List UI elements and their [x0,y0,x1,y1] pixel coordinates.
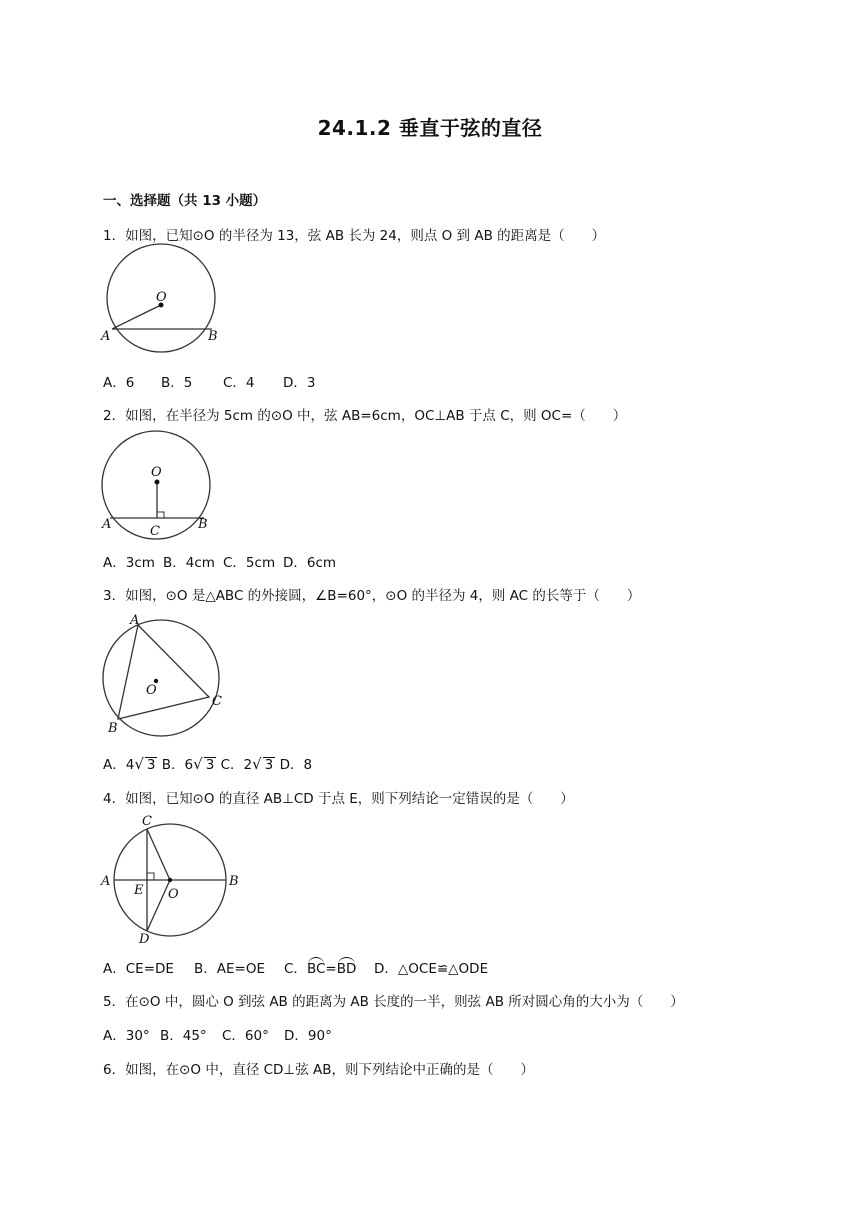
q1-label-b: B [208,329,218,344]
question-4-figure [100,810,245,950]
q4-center-point [168,878,172,882]
question-3-options [103,753,312,773]
question-6-stem: 6．如图，在⊙O 中，直径 CD⊥弦 AB，则下列结论中正确的是（ ） [103,1062,534,1078]
question-4-options [103,957,488,977]
q2-label-a: A [102,517,112,532]
q4-label-d: D [139,932,150,947]
q4-option-c[interactable]: C．BC=BD [284,957,374,977]
question-3-stem: 3．如图，⊙O 是△ABC 的外接圆，∠B=60°，⊙O 的半径为 4，则 AC 的长等于（ ） [103,588,641,604]
question-1-options [103,371,315,391]
q3-triangle-abc [118,625,209,719]
question-2-stem: 2．如图，在半径为 5cm 的⊙O 中，弦 AB=6cm，OC⊥AB 于点 C，则 OC=（ ） [103,408,627,424]
q4-label-e: E [134,883,144,898]
q5-option-a[interactable]: A．30° [103,1028,150,1044]
question-4-stem: 4．如图，已知⊙O 的直径 AB⊥CD 于点 E，则下列结论一定错误的是（ ） [103,791,574,807]
q2-right-angle-mark [157,512,164,518]
q3-label-c: C [212,694,222,709]
q4-right-angle-mark [147,873,154,880]
q1-option-d[interactable]: D．3 [283,375,316,391]
q4-label-a: A [101,874,111,889]
question-1-stem: 1．如图，已知⊙O 的半径为 13，弦 AB 长为 24，则点 O 到 AB 的距离是（ ） [103,228,606,244]
question-2-figure [100,430,230,540]
question-2-options [103,551,336,571]
question-1-figure [100,248,230,348]
q2-label-o: O [151,465,162,480]
q3-label-a: A [130,613,140,628]
q4-option-d[interactable]: D．△OCE≌△ODE [374,961,489,977]
q2-label-b: B [198,517,208,532]
q3-label-b: B [108,721,118,736]
q3-option-c[interactable]: C．2√ 3 [220,755,274,773]
q2-circle [102,431,210,539]
q3-label-o: O [146,683,157,698]
q1-label-a: A [101,329,111,344]
q5-option-d[interactable]: D．90° [284,1028,332,1044]
q2-center-point [155,480,160,485]
q4-segment-do [147,880,170,931]
q1-label-o: O [156,290,167,305]
q5-option-b[interactable]: B．45° [160,1028,207,1044]
q1-option-b[interactable]: B．5 [161,375,193,391]
question-5-stem: 5．在⊙O 中，圆心 O 到弦 AB 的距离为 AB 长度的一半，则弦 AB 所对圆心角的大小为（ ） [103,994,684,1010]
q4-label-c: C [142,814,152,829]
q2-option-b[interactable]: B．4cm [163,555,215,571]
q4-label-b: B [229,874,239,889]
arc-bd: BD [337,957,357,977]
q3-option-d[interactable]: D．8 [279,757,313,773]
q2-option-d[interactable]: D．6cm [283,555,337,571]
page-title: 24.1.2 垂直于弦的直径 [317,116,543,140]
question-5-options [103,1024,332,1044]
arc-bc: BC [307,957,325,977]
q5-option-c[interactable]: C．60° [222,1028,269,1044]
q2-label-c: C [150,524,160,539]
question-3-figure [100,612,230,740]
q2-option-c[interactable]: C．5cm [223,555,276,571]
q1-radius-oa [112,305,161,329]
q1-option-a[interactable]: A．6 [103,375,135,391]
q4-segment-co [147,829,170,880]
q1-option-c[interactable]: C．4 [223,375,255,391]
q4-label-o: O [168,887,179,902]
q3-option-a[interactable]: A．4√ 3 [103,755,156,773]
q4-option-a[interactable]: A．CE=DE [103,961,174,977]
section-heading: 一、选择题（共 13 小题） [103,193,267,209]
q3-option-b[interactable]: B．6√ 3 [161,755,215,773]
q2-option-a[interactable]: A．3cm [103,555,155,571]
q4-option-b[interactable]: B．AE=OE [194,961,265,977]
